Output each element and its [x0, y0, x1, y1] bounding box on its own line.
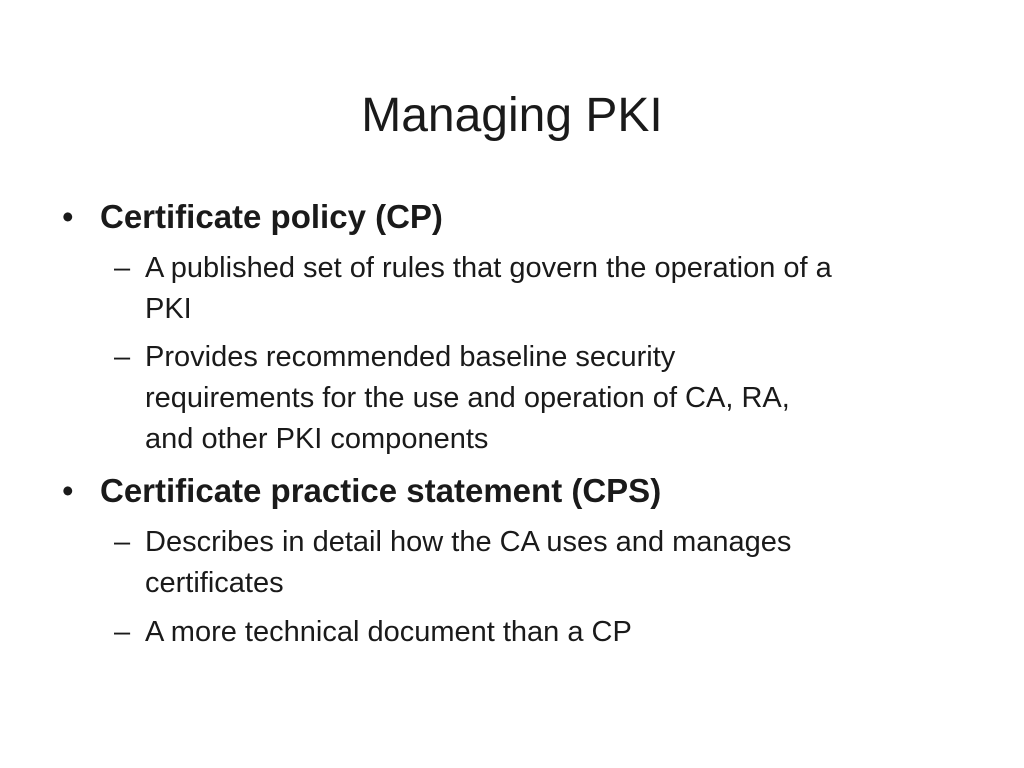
sub-bullet-line: PKI	[145, 293, 192, 325]
sub-bullet-cps-technical	[114, 612, 975, 653]
sub-bullet-line: Provides recommended baseline security	[145, 341, 676, 373]
slide-title: Managing PKI	[361, 89, 663, 142]
sub-bullet-cp-baseline	[114, 337, 975, 460]
bullet-certificate-practice-statement	[62, 471, 980, 511]
sub-bullet-line: A published set of rules that govern the operation of a	[145, 252, 832, 284]
dash-marker: –	[114, 616, 131, 648]
dash-marker: –	[114, 526, 131, 558]
bullet-text: Certificate practice statement (CPS)	[100, 472, 662, 509]
sub-bullet-line: Describes in detail how the CA uses and manages	[145, 526, 792, 558]
dash-marker: –	[114, 252, 131, 284]
sub-bullet-line: A more technical document than a CP	[145, 616, 632, 648]
sub-bullet-line: certificates	[145, 567, 284, 599]
bullet-marker: •	[62, 472, 74, 509]
bullet-marker: •	[62, 198, 74, 235]
bullet-certificate-policy	[62, 197, 980, 237]
sub-bullet-cp-definition	[114, 248, 975, 330]
sub-bullet-cps-description	[114, 522, 975, 604]
dash-marker: –	[114, 341, 131, 373]
bullet-text: Certificate policy (CP)	[100, 198, 443, 235]
sub-bullet-line: requirements for the use and operation of CA, RA,	[145, 382, 790, 414]
sub-bullet-line: and other PKI components	[145, 423, 489, 455]
